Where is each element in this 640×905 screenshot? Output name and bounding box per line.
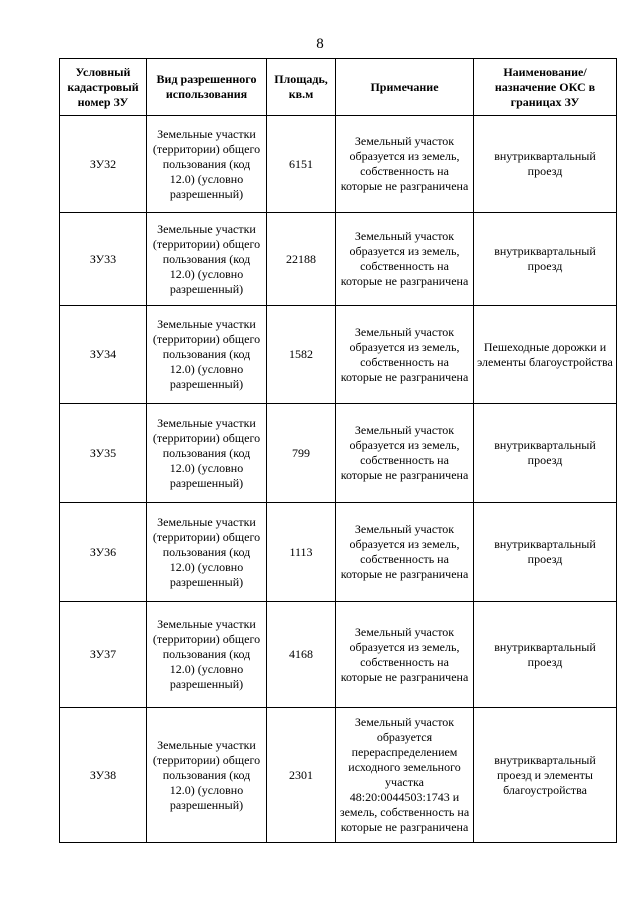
table-row xyxy=(60,213,617,306)
cell-note: Земельный участок образуется из земель, собственность на которые не разграничена xyxy=(336,602,474,708)
cell-cadastral-number: ЗУ35 xyxy=(60,404,147,503)
land-plots-table xyxy=(59,58,617,843)
table-row xyxy=(60,503,617,602)
cell-note: Земельный участок образуется из земель, собственность на которые не разграничена xyxy=(336,116,474,213)
page-number: 8 xyxy=(316,36,324,52)
table-row xyxy=(60,306,617,404)
cell-purpose: внутриквартальный проезд xyxy=(474,213,617,306)
cell-permitted-use: Земельные участки (территории) общего пользования (код 12.0) (условно разрешенный) xyxy=(147,306,267,404)
cell-note: Земельный участок образуется из земель, собственность на которые не разграничена xyxy=(336,306,474,404)
cell-note: Земельный участок образуется перераспределением исходного земельного участка 48:20:0044503:1743 и земель, собственность на которые не разграничена xyxy=(336,708,474,843)
cell-cadastral-number: ЗУ38 xyxy=(60,708,147,843)
table-header-row xyxy=(60,59,617,116)
table-row xyxy=(60,708,617,843)
header-cadastral-number: Условный кадастровый номер ЗУ xyxy=(60,59,147,116)
cell-cadastral-number: ЗУ36 xyxy=(60,503,147,602)
cell-note: Земельный участок образуется из земель, собственность на которые не разграничена xyxy=(336,213,474,306)
cell-permitted-use: Земельные участки (территории) общего пользования (код 12.0) (условно разрешенный) xyxy=(147,116,267,213)
table-row xyxy=(60,404,617,503)
cell-area: 1582 xyxy=(267,306,336,404)
cell-cadastral-number: ЗУ34 xyxy=(60,306,147,404)
cell-permitted-use: Земельные участки (территории) общего пользования (код 12.0) (условно разрешенный) xyxy=(147,708,267,843)
cell-area: 6151 xyxy=(267,116,336,213)
header-area: Площадь, кв.м xyxy=(267,59,336,116)
cell-note: Земельный участок образуется из земель, собственность на которые не разграничена xyxy=(336,404,474,503)
header-note: Примечание xyxy=(336,59,474,116)
cell-purpose: внутриквартальный проезд xyxy=(474,503,617,602)
cell-purpose: внутриквартальный проезд и элементы благоустройства xyxy=(474,708,617,843)
cell-note: Земельный участок образуется из земель, собственность на которые не разграничена xyxy=(336,503,474,602)
cell-cadastral-number: ЗУ37 xyxy=(60,602,147,708)
cell-area: 4168 xyxy=(267,602,336,708)
cell-cadastral-number: ЗУ32 xyxy=(60,116,147,213)
cell-cadastral-number: ЗУ33 xyxy=(60,213,147,306)
table-row xyxy=(60,602,617,708)
table-row xyxy=(60,116,617,213)
header-permitted-use: Вид разрешенного использования xyxy=(147,59,267,116)
header-purpose: Наименование/ назначение ОКС в границах ЗУ xyxy=(474,59,617,116)
cell-purpose: внутриквартальный проезд xyxy=(474,116,617,213)
cell-area: 22188 xyxy=(267,213,336,306)
cell-permitted-use: Земельные участки (территории) общего пользования (код 12.0) (условно разрешенный) xyxy=(147,503,267,602)
cell-permitted-use: Земельные участки (территории) общего пользования (код 12.0) (условно разрешенный) xyxy=(147,404,267,503)
cell-permitted-use: Земельные участки (территории) общего пользования (код 12.0) (условно разрешенный) xyxy=(147,602,267,708)
cell-permitted-use: Земельные участки (территории) общего пользования (код 12.0) (условно разрешенный) xyxy=(147,213,267,306)
cell-purpose: Пешеходные дорожки и элементы благоустройства xyxy=(474,306,617,404)
cell-area: 799 xyxy=(267,404,336,503)
cell-purpose: внутриквартальный проезд xyxy=(474,404,617,503)
cell-area: 1113 xyxy=(267,503,336,602)
cell-area: 2301 xyxy=(267,708,336,843)
cell-purpose: внутриквартальный проезд xyxy=(474,602,617,708)
